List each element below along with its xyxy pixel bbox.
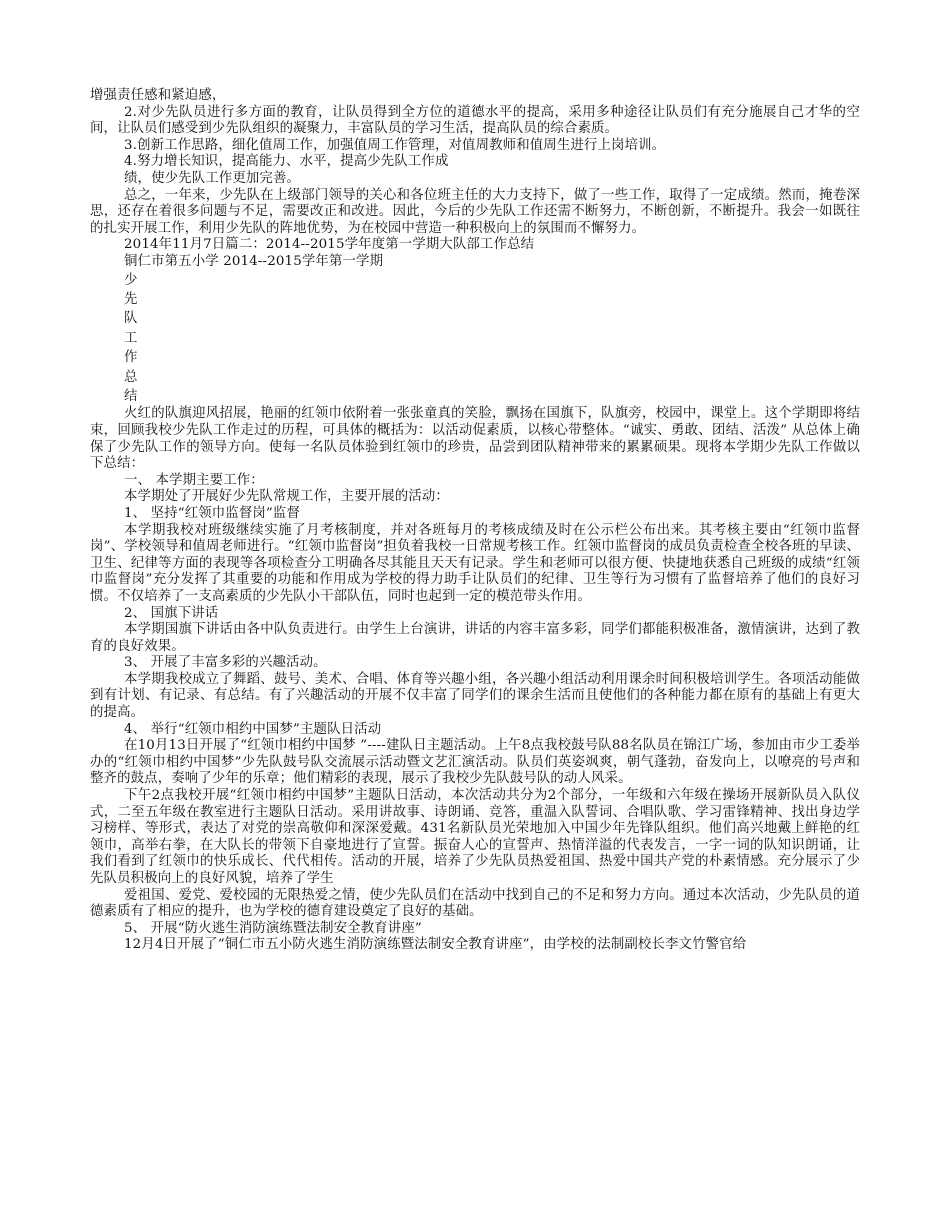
vertical-title: 少先队工作总结 (124, 272, 138, 404)
document-page (90, 88, 860, 954)
subheading-2: 2、 国旗下讲话 (124, 605, 219, 621)
paragraph-item-2: 2.对少先队员进行多方面的教育，让队员得到全方位的道德水平的提高，采用多种途径让队员们有充分施展自己才华的空间，让队员们感受到少先队组织的凝聚力，丰富队员的学习生活，提高队员的综合素质。 (90, 104, 860, 137)
paragraph-dec4: 12月4日开展了“铜仁市五小防火逃生消防演练暨法制安全教育讲座”，由学校的法制副校长李文竹警官给 (124, 937, 747, 953)
paragraph-responsibility: 增强责任感和紧迫感， (90, 88, 226, 103)
paragraph-item-3: 3.创新工作思路，细化值周工作，加强值周工作管理，对值周教师和值周生进行上岗培训。 (124, 137, 666, 153)
paragraph-item-4: 4.努力增长知识，提高能力、水平，提高少先队工作成 (124, 154, 449, 170)
paragraph-love: 爱祖国、爱党、爱校园的无限热爱之情，使少先队员们在活动中找到自己的不足和努力方向。通过本次活动，少先队员的道德素质有了相应的提升，也为学校的德育建设奠定了良好的基础。 (90, 887, 860, 920)
paragraph-interest-groups: 本学期我校成立了舞蹈、鼓号、美术、合唱、体育等兴趣小组，各兴趣小组活动利用课余时间积极培训学生。各项活动能做到有计划、有记录、有总结。有了兴趣活动的开展不仅丰富了同学们的课余生活而且使他们的各种能力都在原有的基础上有更大的提高。 (90, 671, 860, 721)
subheading-3: 3、 开展了丰富多彩的兴趣活动。 (124, 655, 327, 671)
paragraph-supervision: 本学期我校对班级继续实施了月考核制度，并对各班每月的考核成绩及时在公示栏公布出来。其考核主要由“红领巾监督岗”、学校领导和值周老师进行。“红领巾监督岗”担负着我校一日常规考核工作。红领巾监督岗的成员负责检查全校各班的早读、卫生、纪律等方面的表现等各项检查分工明确各尽其能且天天有记录。学生和老师可以很方便、快捷地获悉自己班级的成绩“红领巾监督岗”充分发挥了其重要的功能和作用成为学校的得力助手让队员们的纪律、卫生等行为习惯有了监督培养了他们的良好习惯。不仅培养了一支高素质的少先队小干部队伍，同时也起到一定的模范带头作用。 (90, 522, 860, 604)
paragraph-item-4-cont: 绩，使少先队工作更加完善。 (124, 170, 301, 186)
paragraph-date-heading: 2014年11月7日篇二：2014--2015学年度第一学期大队部工作总结 (124, 237, 535, 253)
paragraph-summary: 总之，一年来，少先队在上级部门领导的关心和各位班主任的大力支持下，做了一些工作，取得了一定成绩。然而，掩卷深思，还存在着很多问题与不足，需要改正和改进。因此，今后的少先队工作还需不断努力，不断创新，不断提升。我会一如既往的扎实开展工作，利用少先队的阵地优势，为在校园中营造一种积极向上的氛围而不懈努力。 (90, 187, 860, 236)
paragraph-oct13: 在10月13日开展了“红领巾相约中国梦 ”----建队日主题活动。上午8点我校鼓号队88名队员在锦江广场，参加由市少工委举办的“红领巾相约中国梦”少先队鼓号队交流展示活动暨文艺汇演活动。队员们英姿飒爽，朝气蓬勃，奋发向上，以嘹亮的号声和整齐的鼓点，奏响了少年的乐章；他们精彩的表现，展示了我校少先队鼓号队的动人风采。 (90, 738, 860, 787)
paragraph-afternoon: 下午2点我校开展“红领巾相约中国梦”主题队日活动，本次活动共分为2个部分，一年级和六年级在操场开展新队员入队仪式，二至五年级在教室进行主题队日活动。采用讲故事、诗朗诵、竞答，重温入队誓词、合唱队歌、学习雷锋精神、找出身边学习榜样、等形式，表达了对党的崇高敬仰和深深爱戴。431名新队员光荣地加入中国少年先锋队组织。他们高兴地戴上鲜艳的红领巾，高举右拳，在大队长的带领下自豪地进行了宣誓。振奋人心的宣誓声、热情洋溢的代表发言，一字一词的队知识朗诵，让我们看到了红领巾的快乐成长、代代相传。活动的开展，培养了少先队员热爱祖国、热爱中国共产党的朴素情感。充分展示了少先队员积极向上的良好风貌，培养了学生 (90, 788, 860, 886)
paragraph-school-title: 铜仁市第五小学 2014--2015学年第一学期 (124, 253, 384, 269)
paragraph-main-activities: 本学期处了开展好少先队常规工作，主要开展的活动： (124, 489, 449, 505)
section-heading-main-work: 一、 本学期主要工作： (124, 472, 264, 488)
subheading-1: 1、 坚持“红领巾监督岗”监督 (124, 505, 301, 521)
paragraph-flag-speech: 本学期国旗下讲话由各中队负责进行。由学生上台演讲，讲话的内容丰富多彩，同学们都能积极准备，激情演讲，达到了教育的良好效果。 (90, 622, 860, 654)
subheading-4: 4、 举行“红领巾相约中国梦”主题队日活动 (124, 721, 382, 737)
paragraph-intro: 火红的队旗迎风招展，艳丽的红领巾依附着一张张童真的笑脸，飘扬在国旗下，队旗旁，校园中，课堂上。这个学期即将结束，回顾我校少先队工作走过的历程，可具体的概括为：以活动促素质，以核心带整体。“诚实、勇敢、团结、活泼” 从总体上确保了少先队工作的领导方向。使每一名队员体验到红领巾的珍贵，品尝到团队精神带来的累累硕果。现将本学期少先队工作做以下总结： (90, 406, 860, 472)
subheading-5: 5、 开展“防火逃生消防演练暨法制安全教育讲座” (124, 920, 422, 936)
